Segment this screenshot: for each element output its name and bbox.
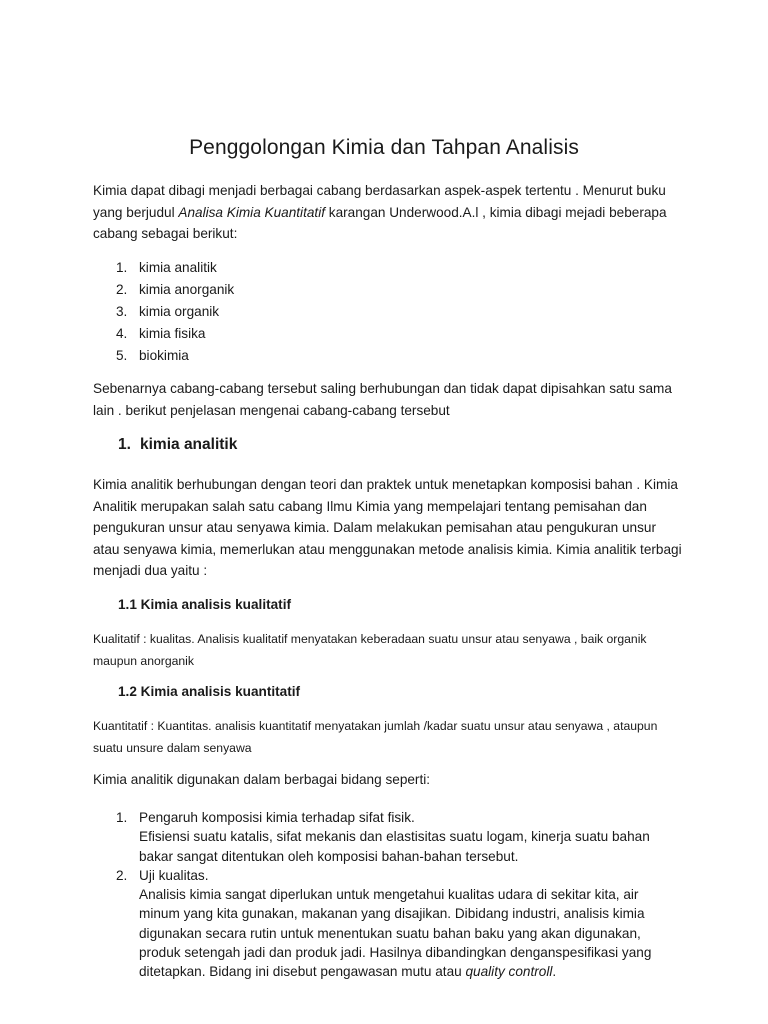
book-title: Analisa Kimia Kuantitatif: [178, 204, 325, 220]
list-item: 1. Pengaruh komposisi kimia terhadap sifat fisik. Efisiensi suatu katalis, sifat mekanis dan elastisitas suatu logam, kinerja suatu bahan bakar sangat ditentukan oleh komposisi bahan-bahan tersebut.: [116, 808, 676, 866]
use-description: Efisiensi suatu katalis, sifat mekanis dan elastisitas suatu logam, kinerja suatu bahan bakar sangat ditentukan oleh komposisi bahan-bahan tersebut.: [139, 829, 650, 864]
list-item: 3. kimia organik: [116, 304, 220, 319]
use-title: Pengaruh komposisi kimia terhadap sifat fisik.: [139, 810, 415, 825]
section-body: Kimia analitik berhubungan dengan teori dan praktek untuk menetapkan komposisi bahan . Kimia Analitik merupakan salah satu cabang Ilmu Kimia yang mempelajari tentang pemisahan dan pengukuran unsur atau senyawa kimia. Dalam melakukan pemisahan atau pengukuran unsur atau senyawa kimia, memerlukan atau menggunakan metode analisis kimia. Kimia analitik terbagi menjadi dua yaitu :: [93, 477, 682, 578]
subsection-body-kualitatif: Kualitatif : kualitas. Analisis kualitatif menyatakan keberadaan suatu unsur atau senyawa , baik organik maupun anorganik: [93, 632, 647, 668]
use-title: Uji kualitas.: [139, 867, 209, 883]
list-item: 2. Uji kualitas. Analisis kimia sangat diperlukan untuk mengetahui kualitas udara di sekitar kita, air minum yang kita gunakan, makanan yang disajikan. Dibidang industri, analisis kimia digunakan secara rutin untuk menentukan suatu bahan baku yang akan digunakan, produk setengah jadi dan produk jadi. Hasilnya dibandingkan denganspesifikasi yang ditetapkan. Bidang ini disebut pengawasan mutu atau quality controll.: [116, 866, 676, 982]
page-title: Penggolongan Kimia dan Tahpan Analisis: [189, 136, 579, 159]
list-item: 4. kimia fisika: [116, 326, 206, 341]
uses-intro: Kimia analitik digunakan dalam berbagai bidang seperti:: [93, 772, 431, 787]
list-item: 2. kimia anorganik: [116, 282, 235, 297]
uses-list: [116, 808, 676, 982]
use-description: Analisis kimia sangat diperlukan untuk mengetahui kualitas udara di sekitar kita, air minum yang kita gunakan, makanan yang disajikan. Dibidang industri, analisis kimia digunakan secara rutin untuk menentukan suatu bahan baku yang akan digunakan, produk setengah jadi dan produk jadi. Hasilnya dibandingkan denganspesifikasi yang ditetapkan. Bidang ini disebut pengawasan mutu atau quality controll.: [139, 887, 652, 980]
relation-paragraph: Sebenarnya cabang-cabang tersebut saling berhubungan dan tidak dapat dipisahkan satu sama lain . berikut penjelasan mengenai cabang-cabang tersebut: [93, 381, 672, 418]
branch-list: [116, 257, 234, 367]
list-item: 5. biokimia: [116, 348, 189, 363]
intro-text-start: Kimia dapat dibagi menjadi berbagai cabang berdasarkan aspek-aspek tertentu . Menurut buku yang berjudul: [93, 183, 666, 220]
list-item: 1. kimia analitik: [116, 260, 217, 275]
quality-controll-term: quality controll: [465, 964, 553, 980]
intro-text-end: karangan Underwood.A.l , kimia dibagi mejadi beberapa cabang sebagai berikut:: [93, 204, 667, 241]
intro-paragraph: [93, 180, 683, 245]
subsection-heading-kuantitatif: 1.2 Kimia analisis kuantitatif: [118, 684, 301, 699]
subsection-heading-kualitatif: 1.1 Kimia analisis kualitatif: [118, 597, 292, 612]
subsection-body-kuantitatif: Kuantitatif : Kuantitas. analisis kuantitatif menyatakan jumlah /kadar suatu unsur atau senyawa , ataupun suatu unsure dalam senyawa: [93, 719, 658, 755]
section-heading-kimia-analitik: 1. kimia analitik: [118, 436, 238, 453]
